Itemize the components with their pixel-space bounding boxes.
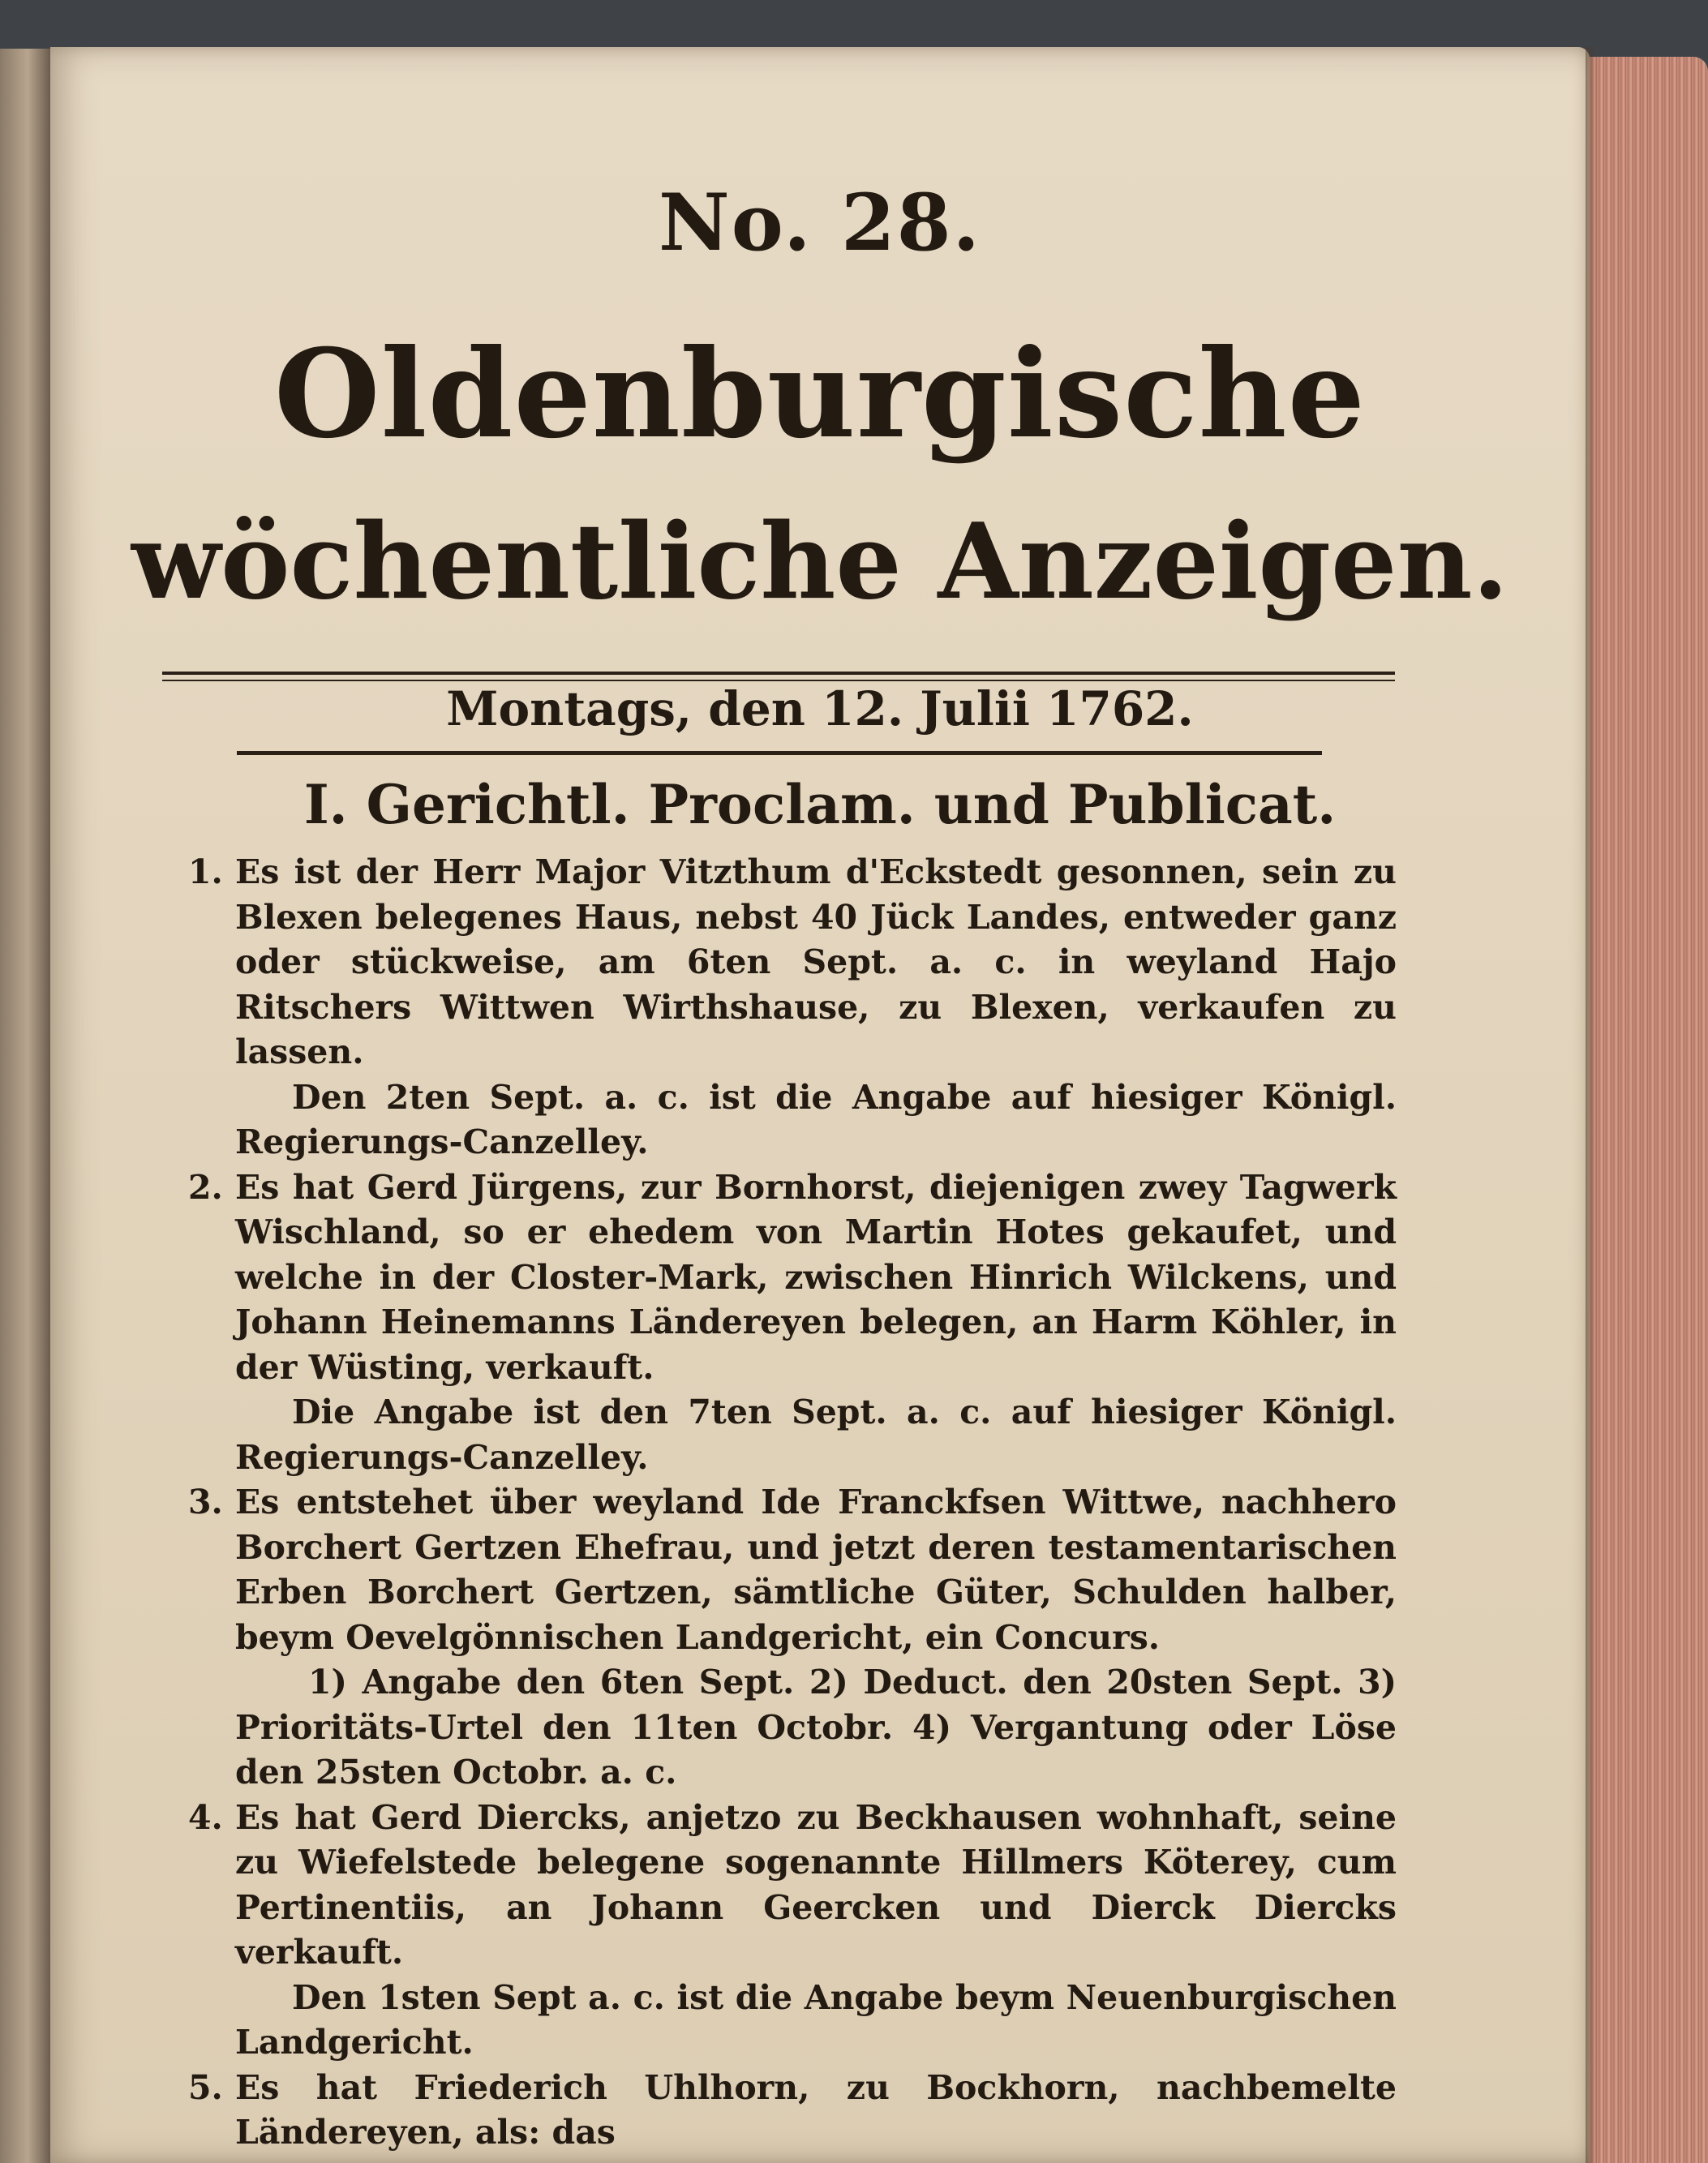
newspaper-page: [50, 47, 1590, 2163]
notice-number: 2.: [188, 1167, 223, 1207]
notice-note: Den 1sten Sept a. c. ist die Angabe beym Neuenburgischen Landgericht.: [235, 1977, 1397, 2062]
notice-text: Es hat Friederich Uhlhorn, zu Bockhorn, nachbemelte Ländereyen, als: das: [235, 2067, 1397, 2152]
notice-number: 4.: [188, 1797, 223, 1837]
notice-text: Es hat Gerd Diercks, anjetzo zu Beckhausen wohnhaft, seine zu Wiefelstede belegene sogenannte Hillmers Köterey, cum Pertinentiis, an Johann Geercken und Dierck Diercks verkauft.: [235, 1797, 1397, 1972]
notice-note: 1) Angabe den 6ten Sept. 2) Deduct. den 20sten Sept. 3) Prioritäts-Urtel den 11ten Octobr. 4) Vergantung oder Löse den 25sten Octobr. a. c.: [235, 1663, 1397, 1792]
notice-number: 3.: [188, 1483, 223, 1521]
notice-text: Es ist der Herr Major Vitzthum d'Eckstedt gesonnen, sein zu Blexen belegenes Haus, nebst 40 Jück Landes, entweder ganz oder stückweise, am 6ten Sept. a. c. in weyland Hajo Ritschers Wittwen Wirthshause, zu Blexen, verkaufen zu lassen.: [235, 852, 1397, 1071]
masthead-title-line-2: wöchentliche Anzeigen.: [131, 501, 1509, 623]
section-heading: I. Gerichtl. Proclam. und Publicat.: [303, 773, 1337, 836]
page-edge-shadow: [1586, 47, 1597, 2163]
notice-entry-4: [188, 1796, 1397, 1976]
notice-text: Es entstehet über weyland Ide Franckfsen Wittwe, nachhero Borchert Gertzen Ehefrau, und jetzt deren testamentarischen Erben Borchert Gertzen, sämtliche Güter, Schulden halber, beym Oevelgönnischen Landgericht, ein Concurs.: [235, 1483, 1397, 1657]
notice-number: 5.: [188, 2067, 223, 2107]
notice-note: Die Angabe ist den 7ten Sept. a. c. auf hiesiger Königl. Regierungs-Canzelley.: [235, 1393, 1397, 1477]
notice-note: Den 2ten Sept. a. c. ist die Angabe auf hiesiger Königl. Regierungs-Canzelley.: [235, 1077, 1397, 1161]
issue-number: No. 28.: [659, 177, 981, 268]
page-block-edges: [1590, 57, 1708, 2163]
masthead-title-line-1: Oldenburgische: [273, 323, 1367, 466]
notice-entry-3: [188, 1480, 1397, 1660]
notices-body: [188, 850, 1397, 2156]
issue-date: Montags, den 12. Julii 1762.: [446, 681, 1194, 736]
date-rule: [237, 751, 1322, 755]
notice-number: 1.: [188, 852, 223, 891]
facing-page-edge: [0, 49, 50, 2163]
notice-text: Es hat Gerd Jürgens, zur Bornhorst, diejenigen zwey Tagwerk Wischland, so er ehedem von Martin Hotes gekaufet, und welche in der Closter-Mark, zwischen Hinrich Wilckens, und Johann Heinemanns Ländereyen belegen, an Harm Köhler, in der Wüsting, verkauft.: [235, 1167, 1397, 1387]
notice-entry-1: [188, 850, 1397, 1075]
notice-entry-5: [188, 2066, 1397, 2156]
notice-entry-2: [188, 1165, 1397, 1391]
masthead-rule-thick: [162, 672, 1395, 675]
